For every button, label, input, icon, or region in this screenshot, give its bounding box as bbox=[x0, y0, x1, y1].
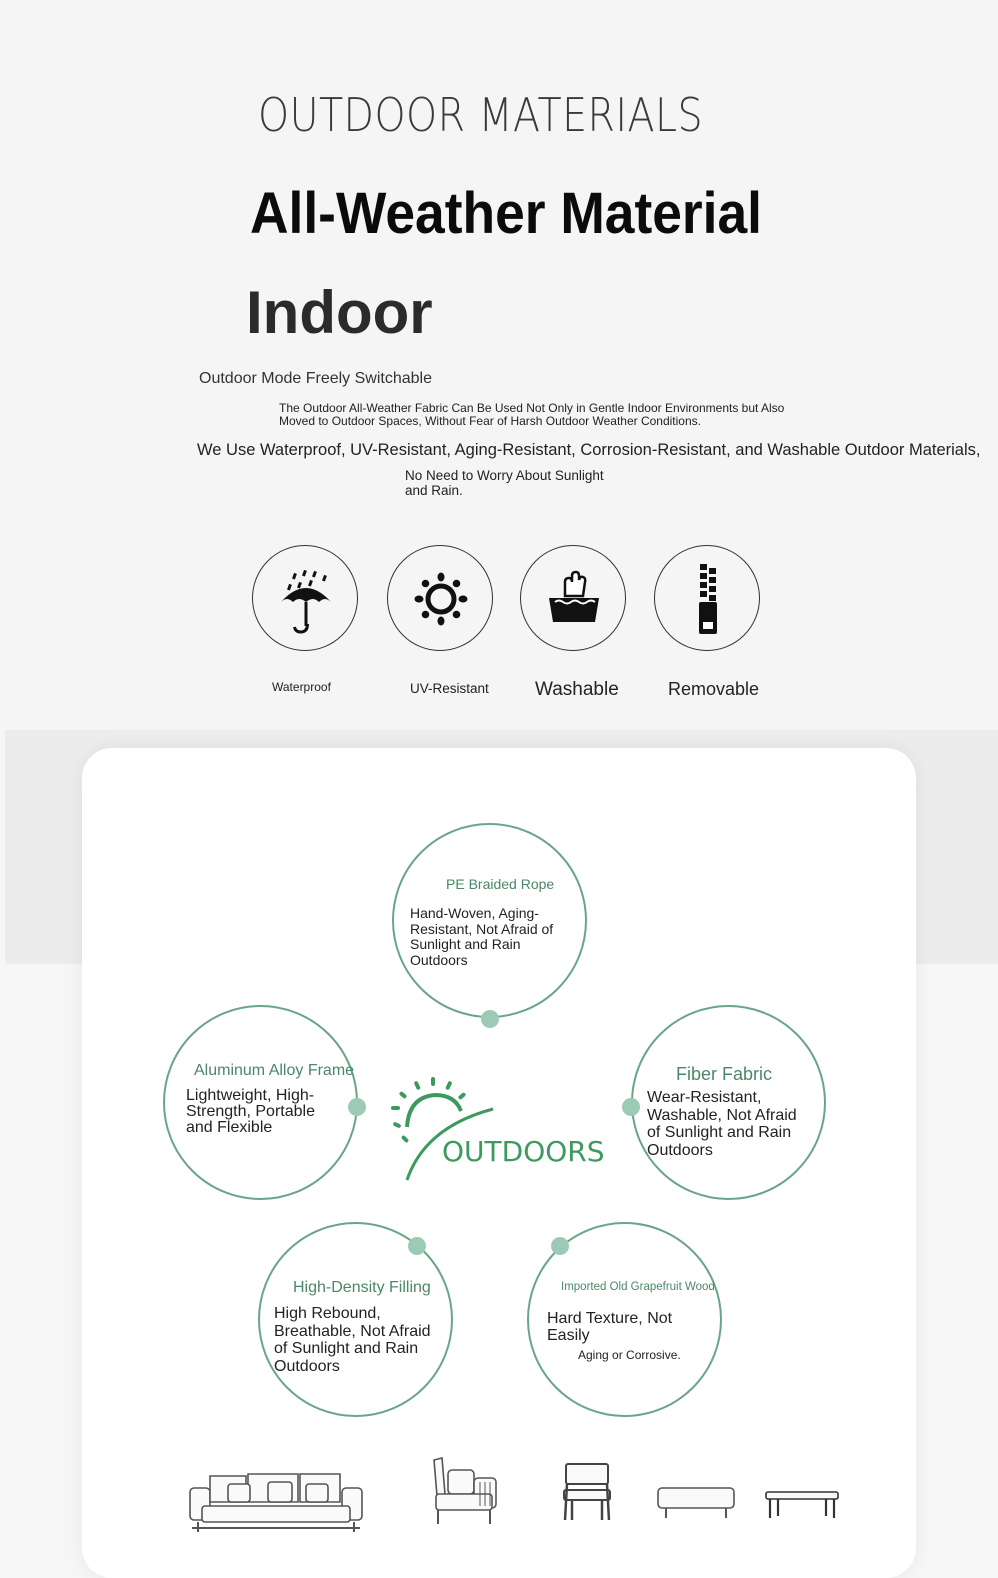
lounge-chair-icon bbox=[428, 1456, 500, 1526]
logo-text: OUTDOORS bbox=[442, 1135, 605, 1168]
feature-label-washable: Washable bbox=[535, 679, 619, 700]
material-text: Wear-Resistant, Washable, Not Afraid of Sunlight and Rain Outdoors bbox=[647, 1089, 797, 1159]
worry-line: No Need to Worry About Sunlight and Rain. bbox=[405, 468, 604, 498]
description: The Outdoor All-Weather Fabric Can Be Used Not Only in Gentle Indoor Environments but Also Moved to Outdoor Spaces, Without Fear of Harsh Outdoor Weather Conditions. bbox=[279, 401, 785, 428]
material-title: Aluminum Alloy Frame bbox=[194, 1062, 355, 1079]
feature-label-waterproof: Waterproof bbox=[272, 680, 331, 694]
feature-label-removable: Removable bbox=[668, 679, 760, 699]
materials-line: We Use Waterproof, UV-Resistant, Aging-Resistant, Corrosion-Resistant, and Washable Outdoor Materials, bbox=[197, 441, 981, 459]
section-title: OUTDOOR MATERIALS bbox=[258, 88, 704, 142]
ring-dot bbox=[481, 1010, 499, 1028]
material-title: Imported Old Grapefruit Wood bbox=[561, 1281, 715, 1293]
material-text-extra: Aging or Corrosive. bbox=[578, 1348, 681, 1362]
subheadline: Indoor bbox=[246, 279, 433, 346]
material-title: High-Density Filling bbox=[293, 1279, 431, 1296]
mode-text: Outdoor Mode Freely Switchable bbox=[199, 370, 432, 387]
ring-dot bbox=[622, 1098, 640, 1116]
sofa-icon bbox=[188, 1466, 364, 1534]
outdoors-logo bbox=[385, 1075, 605, 1185]
zipper-icon bbox=[654, 545, 760, 651]
ottoman-icon bbox=[656, 1484, 736, 1520]
dining-chair-icon bbox=[560, 1462, 614, 1522]
ring-dot bbox=[348, 1098, 366, 1116]
material-title: PE Braided Rope bbox=[446, 876, 555, 892]
ring-dot bbox=[551, 1237, 569, 1255]
bench-icon bbox=[764, 1488, 840, 1520]
ring-dot bbox=[408, 1237, 426, 1255]
material-text: High Rebound, Breathable, Not Afraid of Sunlight and Rain Outdoors bbox=[274, 1305, 431, 1375]
material-title: Fiber Fabric bbox=[676, 1064, 773, 1084]
material-text: Hard Texture, Not Easily bbox=[547, 1310, 673, 1344]
sun-icon bbox=[387, 545, 493, 651]
umbrella-rain-icon bbox=[252, 545, 358, 651]
material-text: Hand-Woven, Aging-Resistant, Not Afraid of Sunlight and Rain Outdoors bbox=[410, 905, 554, 968]
hand-wash-icon bbox=[520, 545, 626, 651]
feature-label-uv: UV-Resistant bbox=[410, 681, 489, 696]
material-text: Lightweight, High-Strength, Portable and Flexible bbox=[186, 1087, 315, 1136]
headline: All-Weather Material bbox=[250, 181, 763, 246]
